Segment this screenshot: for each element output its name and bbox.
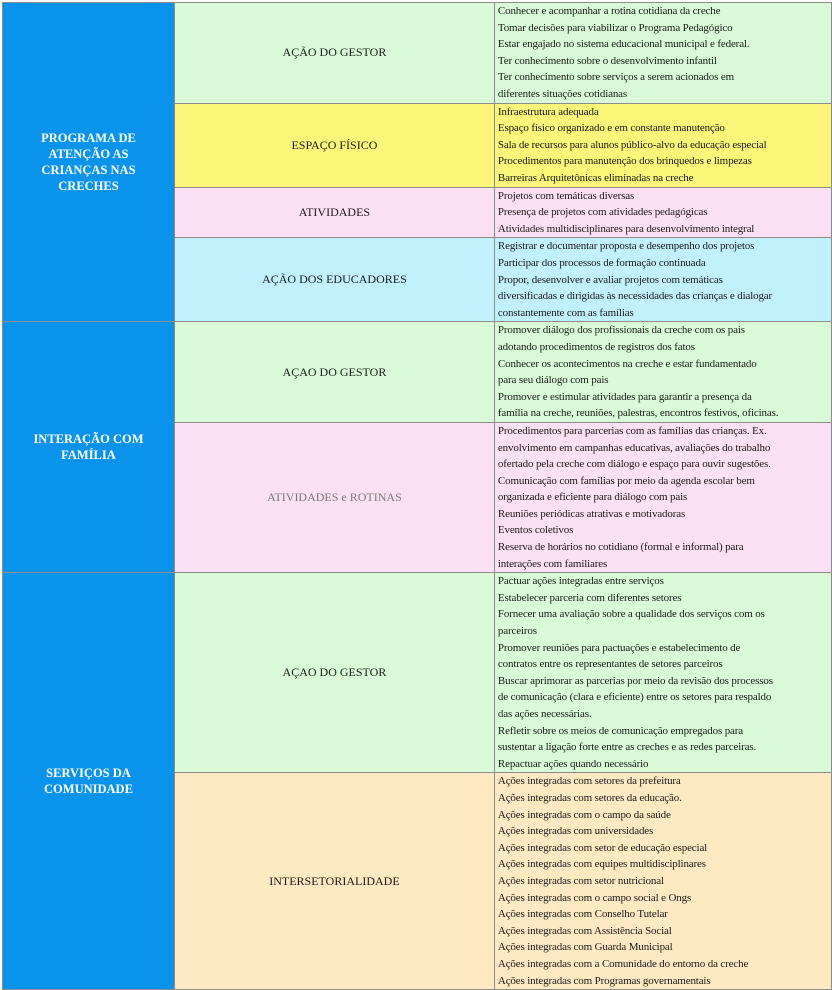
list-item: Ações integradas com o campo social e Ongs bbox=[497, 891, 692, 904]
list-item: Ações integradas com setores da educação. bbox=[497, 791, 682, 804]
list-item: Conhecer os acontecimentos na creche e estar fundamentado bbox=[497, 357, 757, 370]
list-item: Ações integradas com setor de educação especial bbox=[497, 841, 708, 854]
list-item: Conhecer e acompanhar a rotina cotidiana da creche bbox=[497, 5, 721, 17]
list-item: Ações integradas com universidades bbox=[497, 825, 654, 838]
program-table bbox=[2, 2, 832, 990]
item-list bbox=[498, 188, 831, 238]
list-item: parceiros bbox=[497, 625, 537, 638]
list-item: sustentar a ligação forte entre as creches e as redes parceiras. bbox=[497, 741, 757, 754]
table-row bbox=[3, 322, 832, 423]
category-cell: AÇAO DO GESTOR bbox=[174, 573, 494, 773]
list-item: diferentes situações cotidianas bbox=[497, 87, 628, 100]
list-item: Ter conhecimento sobre serviços a serem acionados em bbox=[497, 71, 734, 84]
category-cell: AÇÃO DO GESTOR bbox=[174, 3, 494, 104]
items-cell bbox=[494, 322, 831, 423]
list-item: Comunicação com famílias por meio da agenda escolar bem bbox=[497, 474, 755, 487]
list-item: Promover diálogo dos profissionais da creche com os pais bbox=[497, 324, 745, 337]
list-item: Promover e estimular atividades para garantir a presença da bbox=[497, 390, 752, 403]
list-item: Participar dos processos de formação continuada bbox=[497, 256, 706, 269]
item-list bbox=[498, 773, 831, 989]
list-item: ofertado pela creche com diálogo e espaço para ouvir sugestões. bbox=[497, 458, 771, 471]
list-item: envolvimento em campanhas educativas, avaliações do trabalho bbox=[497, 441, 771, 454]
program-cell: PROGRAMA DE ATENÇÃO AS CRIANÇAS NAS CRECHES bbox=[3, 3, 175, 322]
list-item: Ações integradas com Programas governamentais bbox=[497, 974, 711, 987]
item-list bbox=[498, 322, 831, 422]
list-item: Infraestrutura adequada bbox=[497, 105, 599, 118]
list-item: Propor, desenvolver e avaliar projetos com temáticas bbox=[497, 273, 723, 286]
list-item: Sala de recursos para alunos público-alvo da educação especial bbox=[497, 138, 767, 151]
item-list bbox=[498, 423, 831, 572]
list-item: Presença de projetos com atividades pedagógicas bbox=[497, 206, 708, 219]
items-cell bbox=[494, 573, 831, 773]
list-item: constantemente com as famílias bbox=[497, 306, 634, 319]
list-item: Buscar aprimorar as parcerias por meio da revisão dos processos bbox=[497, 674, 773, 687]
list-item: Registrar e documentar proposta e desempenho dos projetos bbox=[497, 240, 755, 253]
program-cell: INTERAÇÃO COM FAMÍLIA bbox=[3, 322, 175, 573]
category-cell: AÇAO DO GESTOR bbox=[174, 322, 494, 423]
item-list bbox=[498, 573, 831, 772]
list-item: Eventos coletivos bbox=[497, 524, 574, 537]
items-cell bbox=[494, 238, 831, 322]
list-item: Ações integradas com Guarda Municipal bbox=[497, 941, 673, 954]
list-item: Projetos com temáticas diversas bbox=[497, 189, 635, 202]
list-item: Ações integradas com equipes multidisciplinares bbox=[497, 858, 706, 871]
list-item: Ações integradas com setor nutricional bbox=[497, 874, 664, 887]
program-cell: SERVIÇOS DA COMUNIDADE bbox=[3, 573, 175, 990]
item-list bbox=[498, 238, 831, 321]
list-item: Ações integradas com setores da prefeitura bbox=[497, 775, 681, 788]
category-cell: INTERSETORIALIDADE bbox=[174, 773, 494, 990]
list-item: contratos entre os representantes de setores parceiros bbox=[497, 658, 723, 671]
list-item: Ações integradas com Conselho Tutelar bbox=[497, 908, 668, 921]
items-cell bbox=[494, 103, 831, 187]
list-item: Estabelecer parceria com diferentes setores bbox=[497, 591, 682, 604]
list-item: organizada e eficiente para diálogo com pais bbox=[497, 491, 688, 504]
item-list bbox=[498, 3, 831, 103]
list-item: Espaço físico organizado e em constante manutenção bbox=[497, 122, 725, 135]
list-item: Reuniões periódicas atrativas e motivadoras bbox=[497, 507, 686, 520]
list-item: diversificadas e dirigidas às necessidades das crianças e dialogar bbox=[497, 290, 773, 303]
list-item: adotando procedimentos de registros dos fatos bbox=[497, 340, 695, 353]
list-item: Ter conhecimento sobre o desenvolvimento infantil bbox=[497, 54, 717, 67]
category-cell: ESPAÇO FÍSICO bbox=[174, 103, 494, 187]
list-item: de comunicação (clara e eficiente) entre os setores para respaldo bbox=[497, 691, 772, 704]
list-item: Procedimentos para parcerias com as famílias das crianças. Ex. bbox=[497, 424, 767, 437]
item-list bbox=[498, 104, 831, 187]
list-item: interações com familiares bbox=[497, 557, 608, 570]
list-item: família na creche, reuniões, palestras, encontros festivos, oficinas. bbox=[497, 407, 779, 420]
category-cell: ATIVIDADES bbox=[174, 187, 494, 238]
table-row bbox=[3, 3, 832, 104]
category-cell: ATIVIDADES e ROTINAS bbox=[174, 422, 494, 572]
list-item: Barreiras Arquitetônicas eliminadas na creche bbox=[497, 171, 694, 184]
list-item: Fornecer uma avaliação sobre a qualidade dos serviços com os bbox=[497, 608, 765, 621]
category-cell: AÇÃO DOS EDUCADORES bbox=[174, 238, 494, 322]
list-item: Promover reuniões para pactuações e estabelecimento de bbox=[497, 641, 741, 654]
list-item: Atividades multidisciplinares para desenvolvimento integral bbox=[497, 222, 755, 235]
items-cell bbox=[494, 3, 831, 104]
list-item: Ações integradas com a Comunidade do entorno da creche bbox=[497, 957, 749, 970]
list-item: Tomar decisões para viabilizar o Programa Pedagógico bbox=[497, 21, 733, 34]
list-item: Ações integradas com Assistência Social bbox=[497, 924, 672, 937]
list-item: Refletir sobre os meios de comunicação empregados para bbox=[497, 724, 744, 737]
items-cell bbox=[494, 422, 831, 572]
list-item: Pactuar ações integradas entre serviços bbox=[497, 575, 664, 588]
list-item: Estar engajado no sistema educacional municipal e federal. bbox=[497, 38, 750, 51]
items-cell bbox=[494, 773, 831, 990]
items-cell bbox=[494, 187, 831, 238]
list-item: Reserva de horários no cotidiano (formal e informal) para bbox=[497, 541, 744, 554]
list-item: Ações integradas com o campo da saúde bbox=[497, 808, 671, 821]
table-row bbox=[3, 573, 832, 773]
list-item: Procedimentos para manutenção dos brinquedos e limpezas bbox=[497, 155, 752, 168]
list-item: Repactuar ações quando necessário bbox=[497, 757, 649, 770]
list-item: para seu diálogo com pais bbox=[497, 374, 609, 387]
list-item: das ações necessárias. bbox=[497, 708, 592, 720]
